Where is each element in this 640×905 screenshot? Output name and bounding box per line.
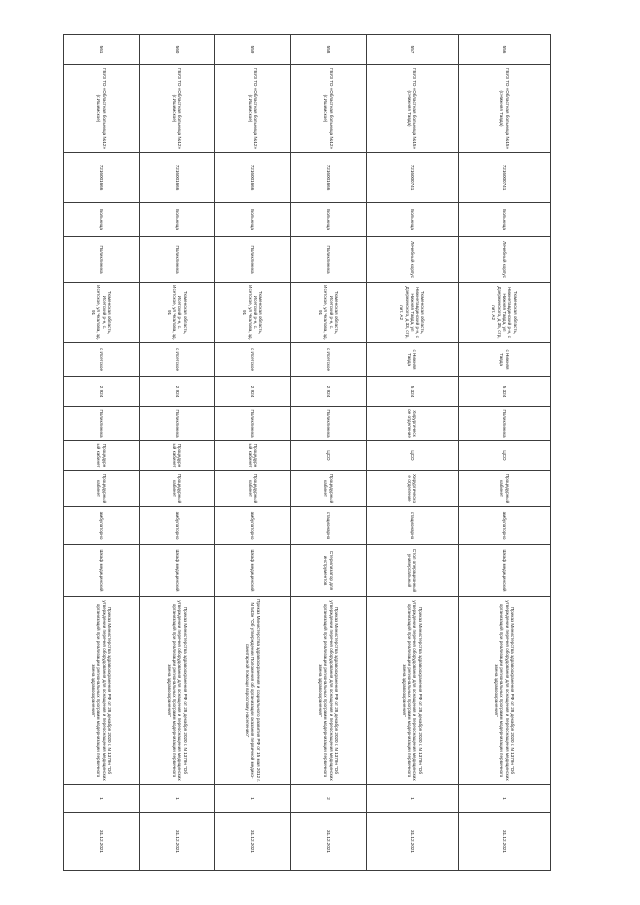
care-condition: стационарно [366,507,458,545]
care-form: Поликлиника [290,407,366,441]
locality: с Нижняя Тавда [366,343,458,377]
address: Тюменская область, Нижнетавдинский р-н, с Нижняя Тавда, ул Дзержинского, д 33, стр, лит. А2 [366,283,458,343]
equipment-name: Шкаф медицинский [139,545,215,597]
department: Процедурный кабинет [215,441,291,471]
deadline-date: 31.12.2021 [366,813,458,871]
quantity: 1 [366,785,458,813]
row-number: 558 [290,35,366,65]
regulation-order: Приказ Министерства здравоохранения РФ от 28 декабря 2020 г. N 1379н "Об утверждении перечня оборудования для оснащения и переоснащения медицинских организаций при реализации региональных программ модернизации первичного звена здравоохранения" [290,597,366,785]
row-number: 557 [366,35,458,65]
quantity: 1 [139,785,215,813]
table-row [215,35,291,871]
organization-name: ГБУЗ ТО «Областная больница №15» (г.Нижняя Тавда) [458,65,550,153]
address: Тюменская область, Исетский р-н, с. Исетское, ул Чкалова, зд. 91 [290,283,366,343]
department: ЦСО [458,441,550,471]
equipment-name: Шкаф медицинский [458,545,550,597]
quantity: 1 [64,785,140,813]
population: 2 924 [139,377,215,407]
building-unit: Лечебный корпус [458,237,550,283]
inn-code: 7216001666 [215,153,291,203]
population: 5 324 [458,377,550,407]
care-condition: амбулаторно [215,507,291,545]
building-unit: Поликлиника [139,237,215,283]
address: Тюменская область, Исетский р-н, с. Исетское, ул Чкалова, зд. 91 [139,283,215,343]
quantity: 1 [215,785,291,813]
facility-type: Больница [64,203,140,237]
care-form: Хирургическое отделение [366,407,458,441]
room: Процедурный кабинет [139,471,215,507]
locality: с Исетское [215,343,291,377]
care-condition: стационарно [290,507,366,545]
rotated-table-container [63,34,551,870]
department: Процедурный кабинет [64,441,140,471]
facility-type: Больница [290,203,366,237]
table-row [458,35,550,871]
deadline-date: 31.12.2021 [290,813,366,871]
organization-name: ГБУЗ ТО «Областная больница №12» (г.Ишимское) [139,65,215,153]
facility-type: Больница [458,203,550,237]
room: Процедурный кабинет [290,471,366,507]
care-form: Поликлиника [64,407,140,441]
locality: с Нижняя Тавда [458,343,550,377]
organization-name: ГБУЗ ТО «Областная больница №12» (г.Ишимское) [290,65,366,153]
regulation-order: Приказ Министерства здравоохранения РФ от 28 декабря 2020 г. N 1379н "Об утверждении перечня оборудования для оснащения и переоснащения медицинских организаций при реализации региональных программ модернизации первичного звена здравоохранения" [458,597,550,785]
population: 2 924 [215,377,291,407]
equipment-name: Шкаф медицинский [215,545,291,597]
population: 5 324 [366,377,458,407]
address: Тюменская область, Нижнетавдинский р-н, с Нижняя Тавда, ул Дзержинского, д 35, стр, лит. А2 [458,283,550,343]
locality: с Исетское [290,343,366,377]
deadline-date: 31.12.2021 [139,813,215,871]
room: Процедурный кабинет [458,471,550,507]
population: 2 924 [64,377,140,407]
care-form: Поликлиника [458,407,550,441]
organization-name: ГБУЗ ТО «Областная больница №12» (г.Ишимское) [215,65,291,153]
building-unit: Лечебный корпус [366,237,458,283]
locality: с Исетское [64,343,140,377]
inn-code: 7216001666 [64,153,140,203]
care-form: Поликлиника [139,407,215,441]
department: Процедурный кабинет [139,441,215,471]
room: Процедурный кабинет [64,471,140,507]
department: ЦСО [290,441,366,471]
organization-name: ГБУЗ ТО «Областная больница №12» (г.Ишимское) [64,65,140,153]
regulation-order: Приказ Министерства здравоохранения и социального развития РФ от 15 мая 2012 г. N 543н "Об утверждении Положения об организации оказания первичной медико-санитарной помощи взрослому населению" [215,597,291,785]
inn-code: 7216001666 [139,153,215,203]
deadline-date: 31.12.2021 [215,813,291,871]
address: Тюменская область, Исетский р-н, с. Исетское, ул Чкалова, зд. 91 [215,283,291,343]
table-row [290,35,366,871]
quantity: 2 [290,785,366,813]
building-unit: Поликлиника [290,237,366,283]
deadline-date: 31.12.2021 [64,813,140,871]
inn-code: 7216000741 [366,153,458,203]
row-number: 561 [64,35,140,65]
row-number: 556 [458,35,550,65]
equipment-register-table [63,34,551,871]
regulation-order: Приказ Министерства здравоохранения РФ от 28 декабря 2020 г. N 1379н "Об утверждении перечня оборудования для оснащения и переоснащения медицинских организаций при реализации региональных программ модернизации первичного звена здравоохранения" [366,597,458,785]
regulation-order: Приказ Министерства здравоохранения РФ от 28 декабря 2020 г. N 1379н "Об утверждении перечня оборудования для оснащения и переоснащения медицинских организаций при реализации региональных программ модернизации первичного звена здравоохранения" [139,597,215,785]
care-condition: амбулаторно [139,507,215,545]
room: Процедурный кабинет [215,471,291,507]
organization-name: ГБУЗ ТО «Областная больница №15» (г.Нижняя Тавда) [366,65,458,153]
population: 2 924 [290,377,366,407]
department: ЦСО [366,441,458,471]
deadline-date: 31.12.2021 [458,813,550,871]
equipment-name: Стол операционный универсальный [366,545,458,597]
care-form: Поликлиника [215,407,291,441]
room: Хирургическое отделение [366,471,458,507]
table-row [139,35,215,871]
table-row [64,35,140,871]
inn-code: 7216001666 [290,153,366,203]
care-condition: амбулаторно [64,507,140,545]
facility-type: Больница [215,203,291,237]
quantity: 1 [458,785,550,813]
building-unit: Поликлиника [64,237,140,283]
building-unit: Поликлиника [215,237,291,283]
inn-code: 7216000741 [458,153,550,203]
locality: с Исетское [139,343,215,377]
equipment-name: Стерилизатор для инструментов [290,545,366,597]
equipment-name: Шкаф медицинский [64,545,140,597]
row-number: 560 [139,35,215,65]
regulation-order: Приказ Министерства здравоохранения РФ от 28 декабря 2020 г. N 1379н "Об утверждении перечня оборудования для оснащения и переоснащения медицинских организаций при реализации региональных программ модернизации первичного звена здравоохранения" [64,597,140,785]
row-number: 559 [215,35,291,65]
table-row [366,35,458,871]
care-condition: амбулаторно [458,507,550,545]
facility-type: Больница [366,203,458,237]
address: Тюменская область, Исетский р-н, с. Исетское, ул Чкалова, зд. 91 [64,283,140,343]
facility-type: Больница [139,203,215,237]
